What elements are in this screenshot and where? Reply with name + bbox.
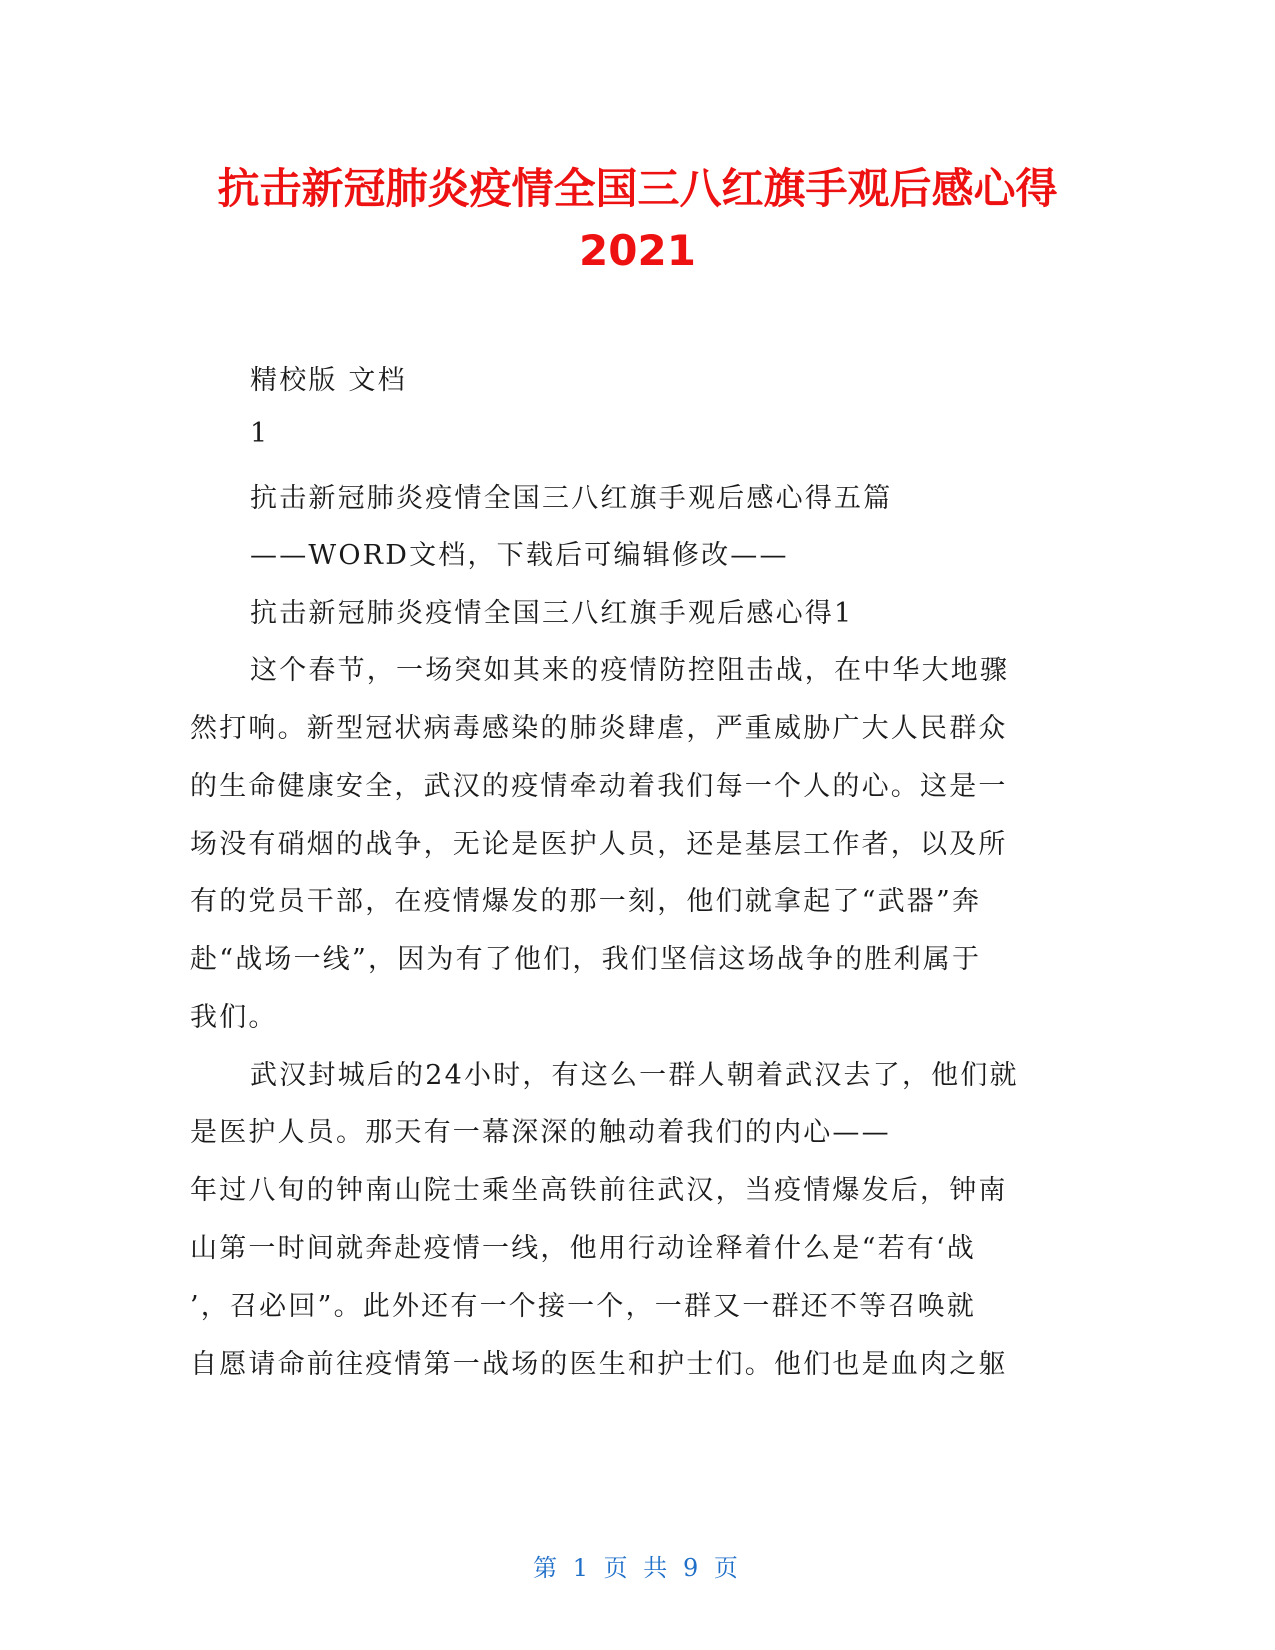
paragraph-line: 山第一时间就奔赴疫情一线，他用行动诠释着什么是“若有‘战 bbox=[190, 1233, 976, 1264]
paragraph-line: 场没有硝烟的战争，无论是医护人员，还是基层工作者，以及所 bbox=[190, 829, 1008, 860]
essay-heading: 抗击新冠肺炎疫情全国三八红旗手观后感心得1 bbox=[250, 598, 854, 629]
document-title bbox=[150, 158, 1125, 282]
editable-note: ——WORD文档，下载后可编辑修改—— bbox=[250, 540, 789, 571]
paragraph-line: 这个春节，一场突如其来的疫情防控阻击战，在中华大地骤 bbox=[250, 655, 1010, 686]
paragraph-line: 年过八旬的钟南山院士乘坐高铁前往武汉，当疫情爆发后，钟南 bbox=[190, 1175, 1008, 1206]
paragraph-line: 赴“战场一线”，因为有了他们，我们坚信这场战争的胜利属于 bbox=[190, 944, 982, 975]
paragraph-line: 武汉封城后的24小时，有这么一群人朝着武汉去了，他们就 bbox=[250, 1060, 1019, 1091]
edition-note: 精校版 文档 bbox=[250, 365, 407, 396]
section-number: 1 bbox=[250, 418, 270, 449]
collection-title: 抗击新冠肺炎疫情全国三八红旗手观后感心得五篇 bbox=[250, 483, 893, 514]
page-footer: 第 1 页 共 9 页 bbox=[533, 1554, 742, 1582]
paragraph-line: 是医护人员。那天有一幕深深的触动着我们的内心—— bbox=[190, 1117, 891, 1148]
paragraph-line: ’，召必回”。此外还有一个接一个，一群又一群还不等召唤就 bbox=[190, 1291, 976, 1322]
title-line-1: 抗击新冠肺炎疫情全国三八红旗手观后感心得 bbox=[217, 164, 1058, 213]
paragraph-line: 我们。 bbox=[190, 1002, 278, 1033]
paragraph-line: 有的党员干部，在疫情爆发的那一刻，他们就拿起了“武器”奔 bbox=[190, 886, 982, 917]
paragraph-line: 自愿请命前往疫情第一战场的医生和护士们。他们也是血肉之躯 bbox=[190, 1349, 1008, 1380]
paragraph-line: 然打响。新型冠状病毒感染的肺炎肆虐，严重威胁广大人民群众 bbox=[190, 713, 1008, 744]
title-line-2: 2021 bbox=[579, 226, 696, 275]
paragraph-line: 的生命健康安全，武汉的疫情牵动着我们每一个人的心。这是一 bbox=[190, 771, 1008, 802]
